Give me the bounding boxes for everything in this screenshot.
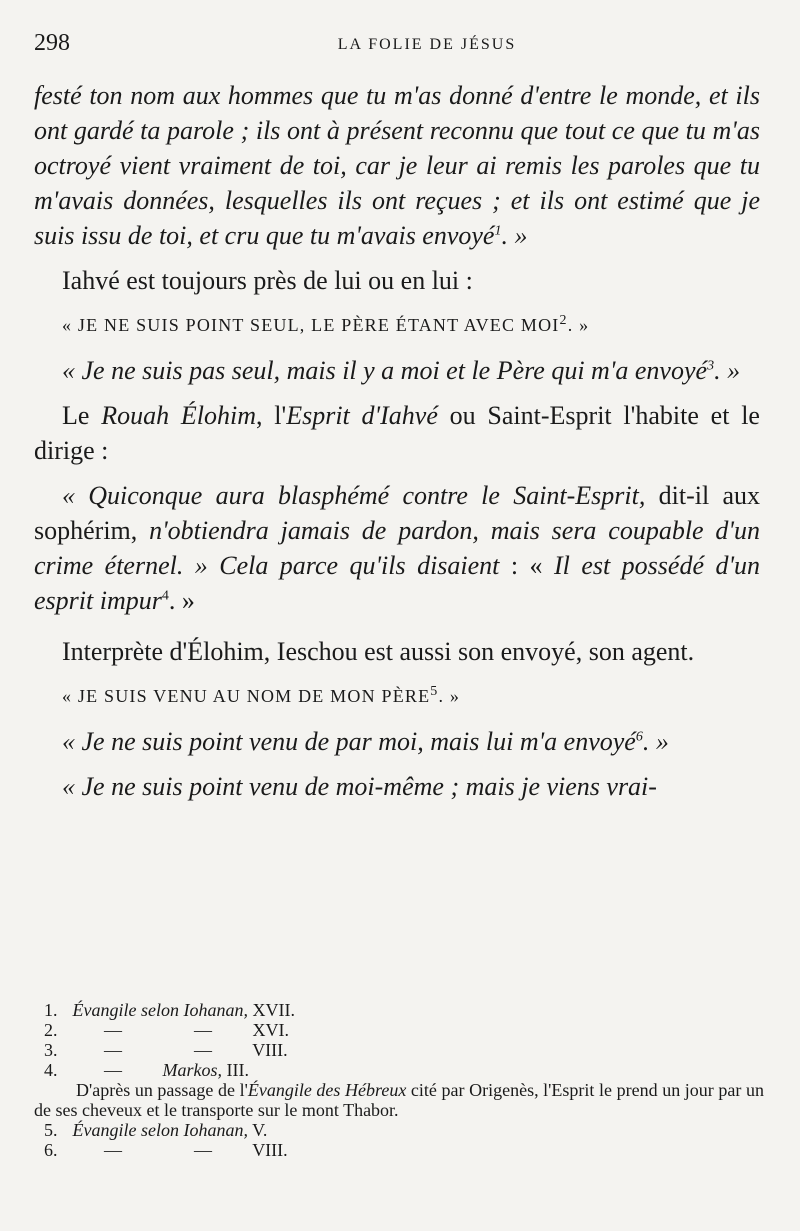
quotation-point-venu: « Je ne suis point venu de par moi, mais lui m'a envoyé$^6$. » bbox=[62, 727, 669, 756]
footnote-ref-1: 1 bbox=[494, 223, 502, 239]
footnote-ref-3: 3 bbox=[707, 358, 715, 374]
footnote-4: 4. — Markos, III. bbox=[44, 1060, 249, 1080]
quotation-moi-meme: « Je ne suis point venu de moi-même ; mais je viens vrai- bbox=[62, 772, 657, 801]
footnote-6: 6. — — VIII. bbox=[44, 1140, 288, 1160]
footnote-2: 2. — — XVI. bbox=[44, 1020, 289, 1040]
footnote-ref-6: 6 bbox=[635, 729, 643, 745]
quotation-blaspheme: « Quiconque aura blasphémé contre le Saint-Esprit, dit-il aux sophérim, n'obtiendra jamais de pardon, mais sera coupable d'un crime éternel. » Cela parce qu'ils disaient : « Il est possédé d'un esprit impur$^4$. » bbox=[34, 481, 760, 615]
footnote-5: 5. Évangile selon Iohanan, V. bbox=[44, 1120, 268, 1140]
page-number: 298 bbox=[34, 30, 70, 56]
paragraph-rouah: Le Rouah Élohim, l'Esprit d'Iahvé ou Saint-Esprit l'habite et le dirige : bbox=[34, 401, 760, 465]
running-title: LA FOLIE DE JÉSUS bbox=[337, 36, 517, 53]
paragraph-iahve: Iahvé est toujours près de lui ou en lui : bbox=[62, 266, 473, 295]
footnote-ref-2: 2 bbox=[559, 313, 568, 328]
footnotes bbox=[34, 1000, 764, 1160]
paragraph-interprete: Interprète d'Élohim, Ieschou est aussi son envoyé, son agent. bbox=[62, 637, 695, 666]
footnote-1: 1. Évangile selon Iohanan, XVII. bbox=[44, 1000, 295, 1020]
footnote-4-text: D'après un passage de l'Évangile des Hébreux cité par Origenès, l'Esprit le prend un jour par un de ses cheveux et le transporte sur le mont Thabor. bbox=[34, 1080, 764, 1120]
page-body bbox=[34, 78, 760, 804]
quotation-continued: festé ton nom aux hommes que tu m'as donné d'entre le monde, et ils ont gardé ta parole ; ils ont à présent reconnu que tout ce que tu m'as octroyé vient vraiment de toi, car je leur ai remis les paroles que tu m'avais données, lesquelles ils ont reçues ; et ils ont estimé que je suis issu de toi, et cru que tu m'avais envoyé$^1$. » bbox=[34, 81, 760, 250]
footnote-ref-5: 5 bbox=[430, 684, 439, 699]
footnote-ref-4: 4 bbox=[161, 588, 169, 604]
running-head bbox=[34, 30, 760, 64]
quotation-small-caps-1: « JE NE SUIS POINT SEUL, LE PÈRE ÉTANT AVEC MOI$^2$. » bbox=[62, 313, 590, 335]
quotation-pas-seul: « Je ne suis pas seul, mais il y a moi et le Père qui m'a envoyé$^3$. » bbox=[62, 356, 741, 385]
quotation-small-caps-2: « JE SUIS VENU AU NOM DE MON PÈRE$^5$. » bbox=[62, 684, 461, 706]
footnote-3: 3. — — VIII. bbox=[44, 1040, 288, 1060]
